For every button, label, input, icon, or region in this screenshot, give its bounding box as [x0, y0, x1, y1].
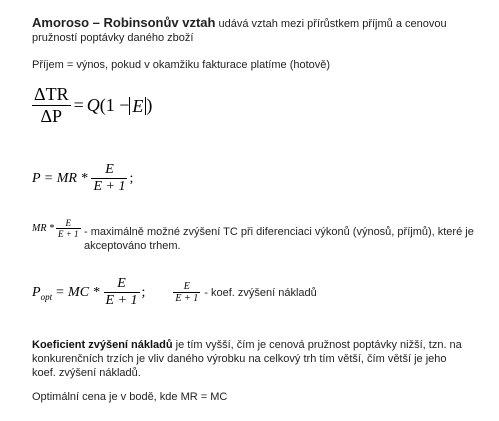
title-paragraph	[32, 16, 472, 45]
formula1-open: (1 −	[99, 95, 130, 115]
formula3-fraction	[104, 276, 140, 309]
coef-denominator: E + 1	[175, 293, 199, 304]
revenue-definition: Příjem = výnos, pokud v okamžiku fakturace platíme (hotově)	[32, 59, 331, 71]
markup-denominator: E + 1	[57, 229, 79, 239]
formula1-equals: =	[73, 95, 84, 115]
formula3-denominator: E + 1	[105, 293, 138, 308]
markup-lhs: MR *	[32, 223, 54, 234]
formula2-semicolon: ;	[129, 170, 134, 186]
formula1-denominator: ΔP	[40, 106, 63, 126]
markup-numerator: E	[56, 218, 81, 229]
coef-fraction	[173, 281, 200, 304]
title-description: udává vztah mezi přírůstkem příjmů a cenovou pružností poptávky daného zboží	[32, 18, 447, 44]
formula1-q: Q	[86, 95, 100, 115]
coef-label: - koef. zvýšení nákladů	[204, 286, 317, 299]
coefficient-description: je tím vyšší, čím je cenová pružnost poptávky nižší, tzn. na konkurenčních trzích je vliv daného výrobku na celkový trh tím větší, čím větší je jeho koef. zvýšení nákladů.	[32, 339, 462, 379]
coef-numerator: E	[173, 281, 200, 293]
optimal-price-line: Optimální cena je v bodě, kde MR = MC	[32, 391, 228, 403]
formula1-abs-e: E	[129, 97, 146, 115]
formula3-p: P	[32, 284, 41, 300]
markup-paragraph	[32, 218, 484, 252]
formula-optimal-price	[32, 276, 317, 309]
markup-description: - maximálně možné zvýšení TC při diferenciaci výkonů (výnosů, příjmů), které je akceptováno trhem.	[84, 226, 474, 252]
coefficient-heading: Koeficient zvýšení nákladů	[32, 339, 173, 351]
formula3-semicolon: ;	[141, 284, 146, 300]
formula2-numerator: E	[91, 162, 127, 179]
markup-text	[84, 225, 484, 253]
formula3-numerator: E	[104, 276, 140, 293]
coefficient-paragraph	[32, 338, 472, 380]
formula-price	[32, 162, 133, 195]
formula1-numerator: ΔTR	[34, 84, 69, 104]
formula2-fraction	[91, 162, 127, 195]
formula1-close: )	[146, 95, 153, 115]
formula3-sub: opt	[40, 291, 53, 302]
formula2-lhs: P = MR *	[32, 170, 88, 186]
formula-amoroso-robinson	[32, 84, 152, 127]
title-heading: Amoroso – Robinsonův vztah	[32, 15, 216, 30]
markup-fraction	[56, 218, 81, 239]
formula1-fraction	[32, 84, 71, 127]
formula3-mid: = MC *	[55, 284, 100, 300]
formula2-denominator: E + 1	[93, 179, 126, 194]
